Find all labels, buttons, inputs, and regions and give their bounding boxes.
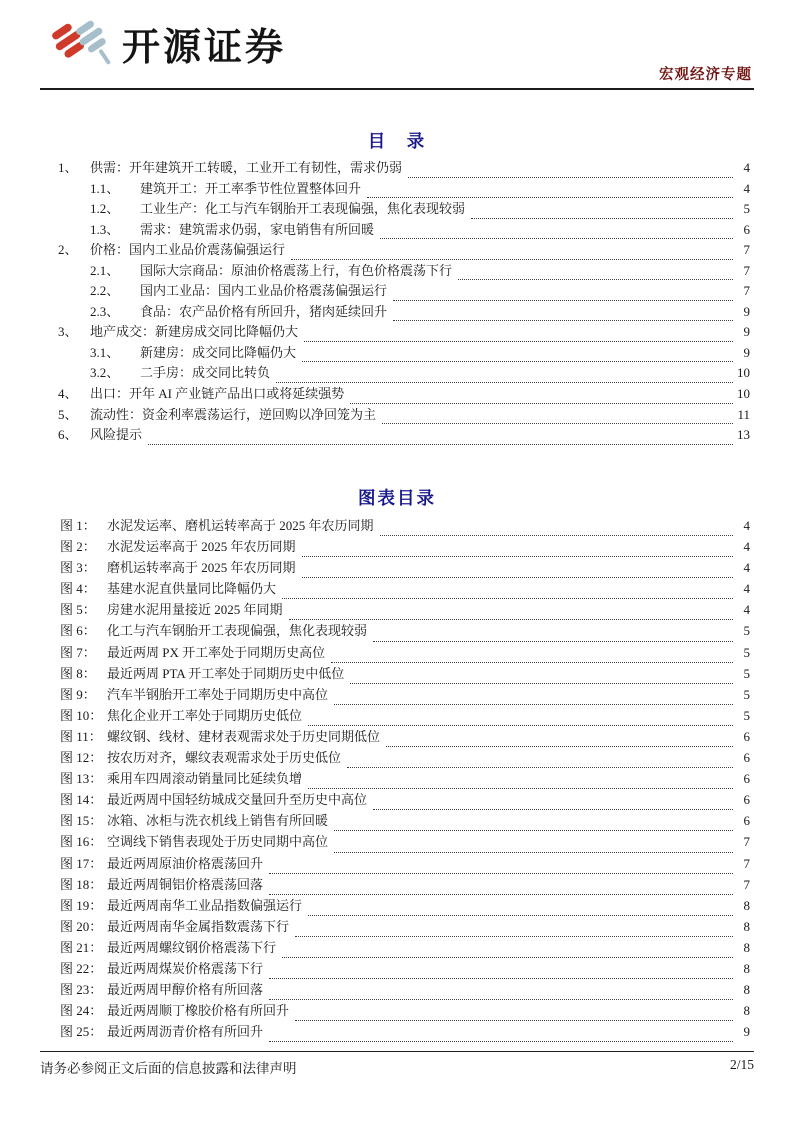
entry-title: 汽车半钢胎开工率处于同期历史中高位 <box>107 686 329 702</box>
toc-entry <box>58 387 750 408</box>
entry-title: 供需：开年建筑开工转暖，工业开工有韧性，需求仍弱 <box>90 160 403 175</box>
page-footer <box>40 1051 754 1077</box>
dot-leader <box>302 556 733 557</box>
entry-page-number: 6 <box>743 728 750 744</box>
figure-entry <box>60 983 750 1004</box>
entry-title: 流动性：资金利率震荡运行，逆回购以净回笼为主 <box>90 406 377 422</box>
entry-number: 图 25： <box>60 1024 103 1040</box>
entry-title: 水泥发运率高于 2025 年农历同期 <box>107 539 296 555</box>
dot-leader <box>373 809 733 810</box>
entry-number: 4、 <box>58 386 78 402</box>
figure-entry <box>60 1004 750 1025</box>
entry-page-number: 7 <box>743 262 750 278</box>
entry-number: 6、 <box>58 427 78 443</box>
dot-leader <box>367 197 733 198</box>
entry-page-number: 4 <box>743 602 750 618</box>
dot-leader <box>386 746 733 747</box>
entry-title: 最近两周螺纹钢价格震荡下行 <box>107 939 277 955</box>
toc-entry <box>58 325 750 346</box>
entry-number: 图 22： <box>60 960 103 976</box>
entry-page-number: 6 <box>743 221 750 237</box>
entry-title: 最近两周顺丁橡胶价格有所回升 <box>107 1003 290 1019</box>
figure-entry <box>60 1025 750 1046</box>
figure-entry <box>60 878 750 899</box>
dot-leader <box>471 218 733 219</box>
entry-page-number: 4 <box>743 518 750 533</box>
figure-entry <box>60 899 750 920</box>
entry-title: 最近两周甲醇价格有所回落 <box>107 982 264 998</box>
entry-page-number: 8 <box>743 960 750 976</box>
entry-page-number: 5 <box>743 201 750 217</box>
entry-title: 地产成交：新建房成交同比降幅仍大 <box>90 324 299 340</box>
brand-name: 开源证券 <box>122 27 287 69</box>
toc-list <box>58 161 750 449</box>
entry-number: 图 11： <box>60 728 102 744</box>
entry-number: 1、 <box>58 160 78 175</box>
entry-page-number: 5 <box>743 665 750 681</box>
entry-number: 图 2： <box>60 539 96 555</box>
dot-leader <box>289 619 733 620</box>
entry-page-number: 9 <box>743 324 750 340</box>
figure-entry <box>60 561 750 582</box>
entry-page-number: 4 <box>743 560 750 576</box>
dot-leader <box>295 1020 733 1021</box>
figure-entry <box>60 519 750 540</box>
entry-number: 图 19： <box>60 897 103 913</box>
entry-number: 图 3： <box>60 560 96 576</box>
entry-page-number: 8 <box>743 1003 750 1019</box>
disclaimer-text: 请务必参阅正文后面的信息披露和法律声明 <box>40 1061 297 1076</box>
toc-entry <box>58 182 750 203</box>
entry-page-number: 9 <box>743 1024 750 1040</box>
entry-title: 需求：建筑需求仍弱，家电销售有所回暖 <box>140 221 375 237</box>
entry-page-number: 8 <box>743 982 750 998</box>
entry-number: 2.1、 <box>90 262 120 278</box>
entry-number: 5、 <box>58 406 78 422</box>
entry-title: 最近两周中国轻纺城成交量回升至历史中高位 <box>107 792 368 808</box>
entry-title: 出口：开年 AI 产业链产品出口或将延续强势 <box>90 386 345 402</box>
entry-title: 最近两周 PX 开工率处于同期历史高位 <box>107 644 326 660</box>
figure-entry <box>60 814 750 835</box>
toc-entry <box>58 223 750 244</box>
entry-page-number: 5 <box>743 707 750 723</box>
dot-leader <box>269 1041 733 1042</box>
figure-toc-list <box>60 519 750 1046</box>
dot-leader <box>393 320 733 321</box>
toc-entry <box>58 305 750 326</box>
entry-title: 最近两周原油价格震荡回升 <box>107 855 264 871</box>
entry-page-number: 7 <box>743 834 750 850</box>
entry-title: 最近两周沥青价格有所回升 <box>107 1024 264 1040</box>
dot-leader <box>350 683 733 684</box>
figure-toc-title: 图表目录 <box>358 488 436 508</box>
entry-title: 国际大宗商品：原油价格震荡上行，有色价格震荡下行 <box>140 262 453 278</box>
dot-leader <box>308 915 733 916</box>
toc-section-title: 目 录 <box>367 131 427 151</box>
entry-number: 3.1、 <box>90 344 120 360</box>
figure-entry <box>60 772 750 793</box>
entry-title: 化工与汽车钢胎开工表现偏强，焦化表现较弱 <box>107 623 368 639</box>
dot-leader <box>393 300 733 301</box>
entry-number: 1.2、 <box>90 201 120 217</box>
entry-page-number: 11 <box>737 406 750 422</box>
entry-page-number: 9 <box>743 303 750 319</box>
dot-leader <box>304 341 733 342</box>
dot-leader <box>269 999 733 1000</box>
entry-title: 按农历对齐，螺纹表观需求处于历史低位 <box>107 750 342 766</box>
dot-leader <box>458 279 733 280</box>
entry-number: 图 6： <box>60 623 96 639</box>
kaiyuan-logo-icon <box>52 18 116 78</box>
entry-page-number: 9 <box>743 344 750 360</box>
entry-number: 3、 <box>58 324 78 340</box>
entry-page-number: 5 <box>743 686 750 702</box>
entry-number: 图 18： <box>60 876 103 892</box>
dot-leader <box>295 936 733 937</box>
entry-number: 图 7： <box>60 644 96 660</box>
dot-leader <box>269 873 733 874</box>
entry-number: 2、 <box>58 242 78 258</box>
page-number: 2/15 <box>729 1057 754 1072</box>
entry-number: 图 10： <box>60 707 103 723</box>
entry-number: 图 8： <box>60 665 96 681</box>
entry-page-number: 10 <box>737 386 750 402</box>
dot-leader <box>350 403 733 404</box>
figure-entry <box>60 857 750 878</box>
figure-entry <box>60 624 750 645</box>
entry-title: 国内工业品：国内工业品价格震荡偏强运行 <box>140 283 388 299</box>
dot-leader <box>291 259 733 260</box>
figure-entry <box>60 751 750 772</box>
entry-page-number: 4 <box>743 180 750 196</box>
entry-number: 图 21： <box>60 939 103 955</box>
dot-leader <box>408 177 733 178</box>
entry-number: 2.3、 <box>90 303 120 319</box>
entry-number: 图 23： <box>60 982 103 998</box>
entry-title: 冰箱、冰柜与洗衣机线上销售有所回暖 <box>107 813 329 829</box>
toc-entry <box>58 202 750 223</box>
figure-entry <box>60 793 750 814</box>
entry-title: 工业生产：化工与汽车钢胎开工表现偏强，焦化表现较弱 <box>140 201 466 217</box>
entry-number: 1.3、 <box>90 221 120 237</box>
entry-title: 空调线下销售表现处于历史同期中高位 <box>107 834 329 850</box>
entry-number: 1.1、 <box>90 180 120 196</box>
dot-leader <box>380 238 733 239</box>
figure-entry <box>60 646 750 667</box>
entry-title: 新建房：成交同比降幅仍大 <box>140 344 297 360</box>
entry-title: 房建水泥用量接近 2025 年同期 <box>107 602 283 618</box>
figure-entry <box>60 582 750 603</box>
entry-page-number: 7 <box>743 876 750 892</box>
entry-title: 焦化企业开工率处于同期历史低位 <box>107 707 303 723</box>
figure-entry <box>60 962 750 983</box>
entry-number: 图 20： <box>60 918 103 934</box>
entry-page-number: 8 <box>743 918 750 934</box>
entry-title: 建筑开工：开工率季节性位置整体回升 <box>140 180 362 196</box>
entry-page-number: 7 <box>743 283 750 299</box>
entry-page-number: 4 <box>743 160 750 175</box>
entry-number: 图 12： <box>60 750 103 766</box>
entry-title: 价格：国内工业品价震荡偏强运行 <box>90 242 286 258</box>
report-type-label: 宏观经济专题 <box>659 67 752 83</box>
toc-entry <box>58 346 750 367</box>
entry-page-number: 5 <box>743 644 750 660</box>
entry-title: 最近两周南华工业品指数偏强运行 <box>107 897 303 913</box>
entry-title: 食品：农产品价格有所回升，猪肉延续回升 <box>140 303 388 319</box>
entry-title: 水泥发运率、磨机运转率高于 2025 年农历同期 <box>107 518 374 533</box>
entry-number: 图 13： <box>60 771 103 787</box>
entry-number: 图 1： <box>60 518 96 533</box>
figure-entry <box>60 688 750 709</box>
entry-page-number: 6 <box>743 750 750 766</box>
entry-title: 磨机运转率高于 2025 年农历同期 <box>107 560 296 576</box>
entry-number: 2.2、 <box>90 283 120 299</box>
entry-title: 最近两周铜铝价格震荡回落 <box>107 876 264 892</box>
entry-number: 图 15： <box>60 813 103 829</box>
entry-page-number: 6 <box>743 792 750 808</box>
entry-title: 螺纹钢、线材、建材表观需求处于历史同期低位 <box>107 728 381 744</box>
entry-page-number: 8 <box>743 939 750 955</box>
dot-leader <box>302 577 733 578</box>
dot-leader <box>282 598 733 599</box>
entry-page-number: 6 <box>743 771 750 787</box>
dot-leader <box>347 767 733 768</box>
dot-leader <box>302 361 733 362</box>
entry-number: 图 4： <box>60 581 96 597</box>
dot-leader <box>380 535 733 536</box>
figure-entry <box>60 667 750 688</box>
figure-entry <box>60 603 750 624</box>
figure-entry <box>60 730 750 751</box>
dot-leader <box>334 852 733 853</box>
dot-leader <box>276 382 733 383</box>
dot-leader <box>382 423 733 424</box>
entry-title: 最近两周 PTA 开工率处于同期历史中低位 <box>107 665 345 681</box>
entry-number: 图 5： <box>60 602 96 618</box>
dot-leader <box>308 788 733 789</box>
entry-number: 图 17： <box>60 855 103 871</box>
dot-leader <box>269 894 733 895</box>
entry-page-number: 10 <box>737 365 750 381</box>
toc-entry <box>58 243 750 264</box>
entry-title: 最近两周南华金属指数震荡下行 <box>107 918 290 934</box>
figure-entry <box>60 920 750 941</box>
dot-leader <box>269 978 733 979</box>
dot-leader <box>334 704 733 705</box>
entry-title: 基建水泥直供量同比降幅仍大 <box>107 581 277 597</box>
entry-page-number: 4 <box>743 539 750 555</box>
entry-number: 图 16： <box>60 834 103 850</box>
entry-title: 最近两周煤炭价格震荡下行 <box>107 960 264 976</box>
dot-leader <box>282 957 733 958</box>
entry-number: 图 24： <box>60 1003 103 1019</box>
toc-entry <box>58 428 750 449</box>
entry-page-number: 7 <box>743 855 750 871</box>
figure-entry <box>60 709 750 730</box>
entry-page-number: 8 <box>743 897 750 913</box>
figure-entry <box>60 540 750 561</box>
figure-entry <box>60 835 750 856</box>
figure-entry <box>60 941 750 962</box>
entry-page-number: 7 <box>743 242 750 258</box>
entry-title: 风险提示 <box>90 427 143 443</box>
toc-entry <box>58 408 750 429</box>
toc-entry <box>58 366 750 387</box>
toc-entry <box>58 161 750 182</box>
entry-page-number: 13 <box>737 427 750 443</box>
entry-number: 3.2、 <box>90 365 120 381</box>
dot-leader <box>148 444 733 445</box>
entry-number: 图 14： <box>60 792 103 808</box>
entry-page-number: 5 <box>743 623 750 639</box>
dot-leader <box>334 830 733 831</box>
dot-leader <box>331 662 733 663</box>
entry-page-number: 6 <box>743 813 750 829</box>
entry-title: 乘用车四周滚动销量同比延续负增 <box>107 771 303 787</box>
dot-leader <box>308 725 733 726</box>
report-header <box>40 0 754 90</box>
entry-number: 图 9： <box>60 686 96 702</box>
entry-page-number: 4 <box>743 581 750 597</box>
dot-leader <box>373 641 733 642</box>
brand-logo <box>52 18 286 78</box>
entry-title: 二手房：成交同比转负 <box>140 365 271 381</box>
toc-entry <box>58 264 750 285</box>
toc-entry <box>58 284 750 305</box>
